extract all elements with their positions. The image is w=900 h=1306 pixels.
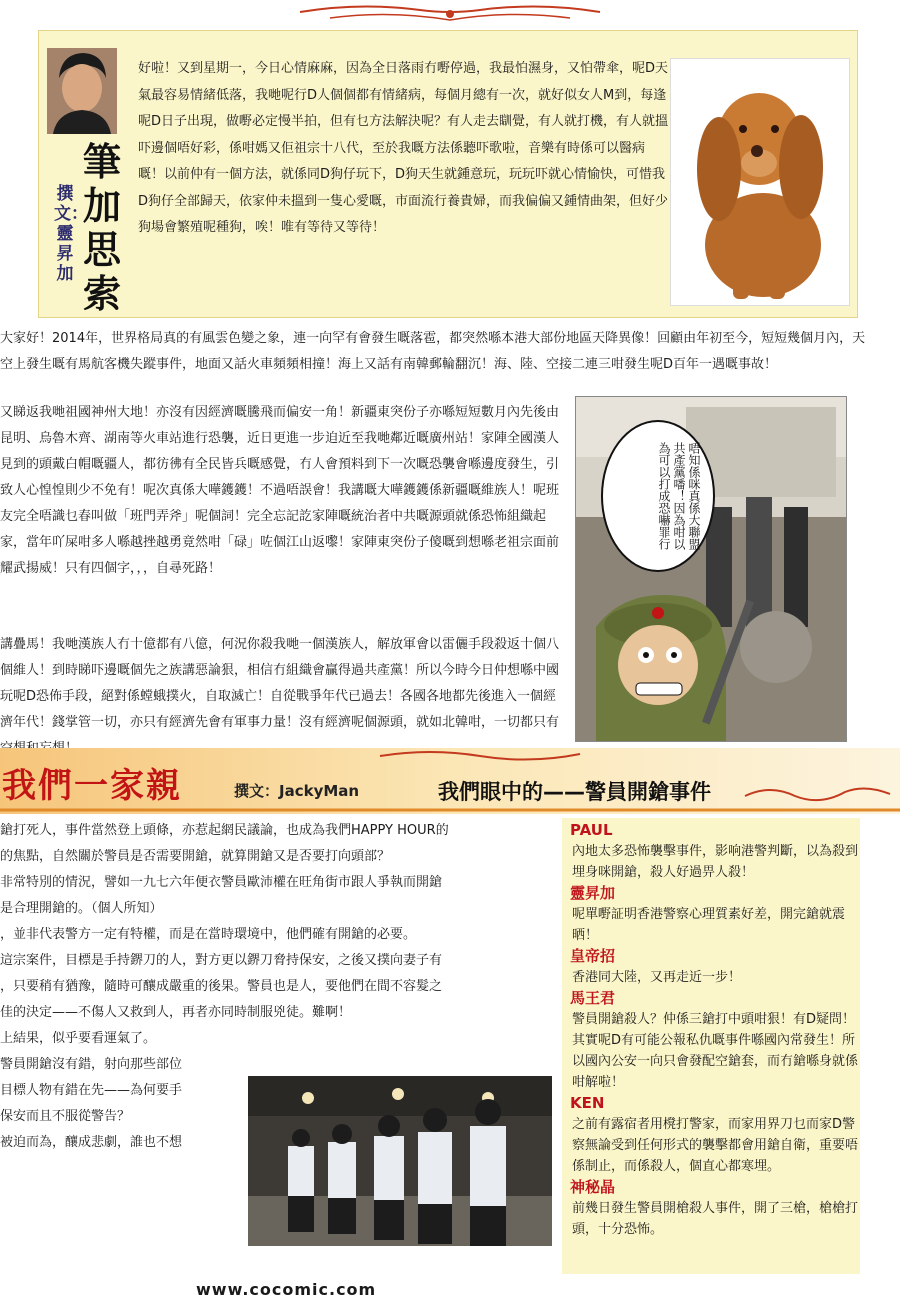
comment-author: 神秘晶 — [570, 1178, 616, 1196]
text-line: 鎗打死人，事件當然登上頭條，亦惹起網民議論，也成為我們HAPPY HOUR的 — [0, 823, 449, 838]
column-byline: 撰文：靈昇加 — [54, 184, 88, 284]
comment-text: 香港同大陸，又再走近一步！ — [572, 970, 742, 985]
comment — [570, 1177, 858, 1240]
comment — [570, 988, 858, 1093]
text-line: 被迫而為，釀成悲劇，誰也不想 — [0, 1135, 183, 1150]
dog-photo — [670, 58, 850, 306]
text-line: 保安而且不服從警告？ — [0, 1109, 131, 1124]
comment-author: 靈昇加 — [570, 884, 616, 902]
comment-author: 皇帝招 — [570, 947, 616, 965]
text-line: 警員開鎗沒有錯，射向那些部位 — [0, 1057, 183, 1072]
comment-author: PAUL — [570, 821, 613, 839]
text-line: 是合理開鎗的。（個人所知） — [0, 901, 163, 916]
text-line: 的焦點，自然關於警員是否需要開鎗，就算開鎗又是否要打向頭部？ — [0, 849, 391, 864]
section-title: 我們一家親 — [2, 766, 182, 806]
text-line: 這宗案件，目標是手持鎅刀的人，對方更以鎅刀脅持保安，之後又撲向妻子有 — [0, 953, 443, 968]
article-title: 我們眼中的——警員開鎗事件 — [438, 780, 711, 804]
column-title: 筆加思索 — [82, 139, 121, 316]
body-paragraph-2: 又睇返我哋祖國神州大地！亦沒有因經濟嘅騰飛而偏安一角！新疆東突份子亦喺短短數月內先後由昆明、烏魯木齊、湖南等火車站進行恐襲，近日更進一步迫近至我哋鄰近嘅廣州站！家陣全國漢人見到的頭戴白帽嘅疆人，都彷彿有全民皆兵嘅感覺，冇人會預料到下一次嘅恐襲會喺邊度發生，引致人心惶惶則少不免有！呢次真係大嘩鑊鑊！不過唔誤會！我講嘅大嘩鑊鑊係新疆嘅維族人！呢班友完全唔識乜春叫做「班門弄斧」呢個詞！完全忘記訖家陣嘅統治者中共嘅源頭就係恐怖組織起家，當年吖屎咁多人喺越挫越勇竟然咁「碌」咗個江山返嚟！家陣東突份子傻嘅到想喺老祖宗面前耀武揚威！只有四個字，，，自尋死路！ — [0, 405, 560, 576]
intro-paragraph: 大家好！2014年，世界格局真的有風雲色變之象，連一向罕有會發生嘅落雹，都突然喺本港大部份地區天降異像！回顧由年初至今，短短幾個月內，天空上發生嘅有馬航客機失蹤事件，地面又話火車頻頻相撞！海上又話有南韓郵輪翻沉！海、陸、空接二連三咁發生呢D百年一遇嘅事故！ — [0, 331, 866, 372]
comment — [570, 883, 858, 946]
police-photo — [248, 1076, 552, 1246]
top-ornament — [0, 0, 900, 30]
section-byline: 撰文：JackyMan — [234, 782, 360, 800]
comment-text: 內地太多恐怖襲擊事件，影响港警判斷，以為殺到埋身咪開鎗，殺人好過畀人殺！ — [572, 844, 859, 880]
author-photo — [47, 48, 117, 134]
comment-text: 之前有露宿者用櫈打警家，而家用界刀乜而家D警察無論受到任何形式的襲擊都會用鎗自衛，重要唔係制止，而係殺人，個直心都寒埋。 — [572, 1117, 859, 1174]
text-line: 上結果，似乎要看運氣了。 — [0, 1031, 157, 1046]
text-line: 非常特別的情況，譬如一九七六年便衣警員歐沛權在旺角街市跟人爭執而開鎗 — [0, 875, 443, 890]
comment — [570, 946, 858, 988]
comment-author: 馬王君 — [570, 989, 616, 1007]
comment-text: 警員開鎗殺人？仲係三鎗打中頭咁狠！有D疑問！其實呢D有可能公報私仇嘅事件喺國內常發生！所以國內公安一向只會發配空鎗套，而冇鎗喺身就係咁解啦！ — [572, 1012, 859, 1090]
speech-bubble-text: 唔知係咪真係大聯盟共產黨噃！因為咁以為可以打成恐嚇罪行 — [657, 442, 701, 550]
text-line: ，只要稍有猶豫，隨時可釀成嚴重的後果。警員也是人，要他們在間不容髮之 — [0, 979, 443, 994]
text-line: 目標人物有錯在先——為何要手 — [0, 1083, 183, 1098]
comment — [570, 1093, 858, 1177]
comment-text: 呢單嘢証明香港警察心理質素好差，開完鎗就震晒！ — [572, 907, 846, 943]
comment-author: KEN — [570, 1094, 605, 1112]
text-line: 佳的決定——不傷人又救到人，再者亦同時制服兇徒。難啊！ — [0, 1005, 352, 1020]
comments-list — [570, 820, 858, 1240]
text-line: ，並非代表警方一定有特權，而是在當時環境中，他們確有開鎗的必要。 — [0, 927, 417, 942]
speech-bubble — [601, 420, 715, 572]
column-body: 好啦！又到星期一，今日心情麻麻，因為全日落雨冇嘢停過，我最怕濕身，又怕帶傘，呢D天氣最容易情緒低落，我哋呢行D人個個都有情緒病，每個月總有一次，就好似女人M到，每逢呢D日子出現，做嘢必定慢半拍，但有乜方法解決呢？有人走去瞓覺，有人就打機，有人就搵吓邊個唔好彩，係咁媽又佢祖宗十八代，至於我嘅方法係聽吓歌啦，音樂有時係可以醫病嘅！以前仲有一個方法，就係同D狗仔玩下，D狗天生就鍾意玩，玩玩吓就心情愉快，可惜我D狗仔全部歸天，依家仲未搵到一隻心愛嘅，市面流行養貴婦，而我偏偏又鍾情曲架，但好少狗場會繁殖呢種狗，唉！唯有等待又等待！ — [138, 61, 669, 235]
footer-url[interactable]: www.cocomic.com — [196, 1280, 377, 1299]
comment-text: 前幾日發生警員開槍殺人事件，開了三槍，槍槍打頭，十分恐怖。 — [572, 1201, 859, 1237]
comment — [570, 820, 858, 883]
body-paragraph-3: 講疊馬！我哋漢族人冇十億都有八億，何況你殺我哋一個漢族人，解放軍會以雷儷手段殺返十個八個維人！到時睇吓邊嘅個先之族講惡論狠，相信冇組織會贏得過共產黨！所以今時今日仲想喺中國玩呢D恐佈手段，絕對係螳蛾撲火，自取滅亡！自從戰爭年代已過去！各國各地都先後進入一個經濟年代！錢掌管一切，亦只有經濟先會有軍事力量！沒有經濟呢個源頭，就如北韓咁，一切都只有 — [0, 637, 560, 730]
